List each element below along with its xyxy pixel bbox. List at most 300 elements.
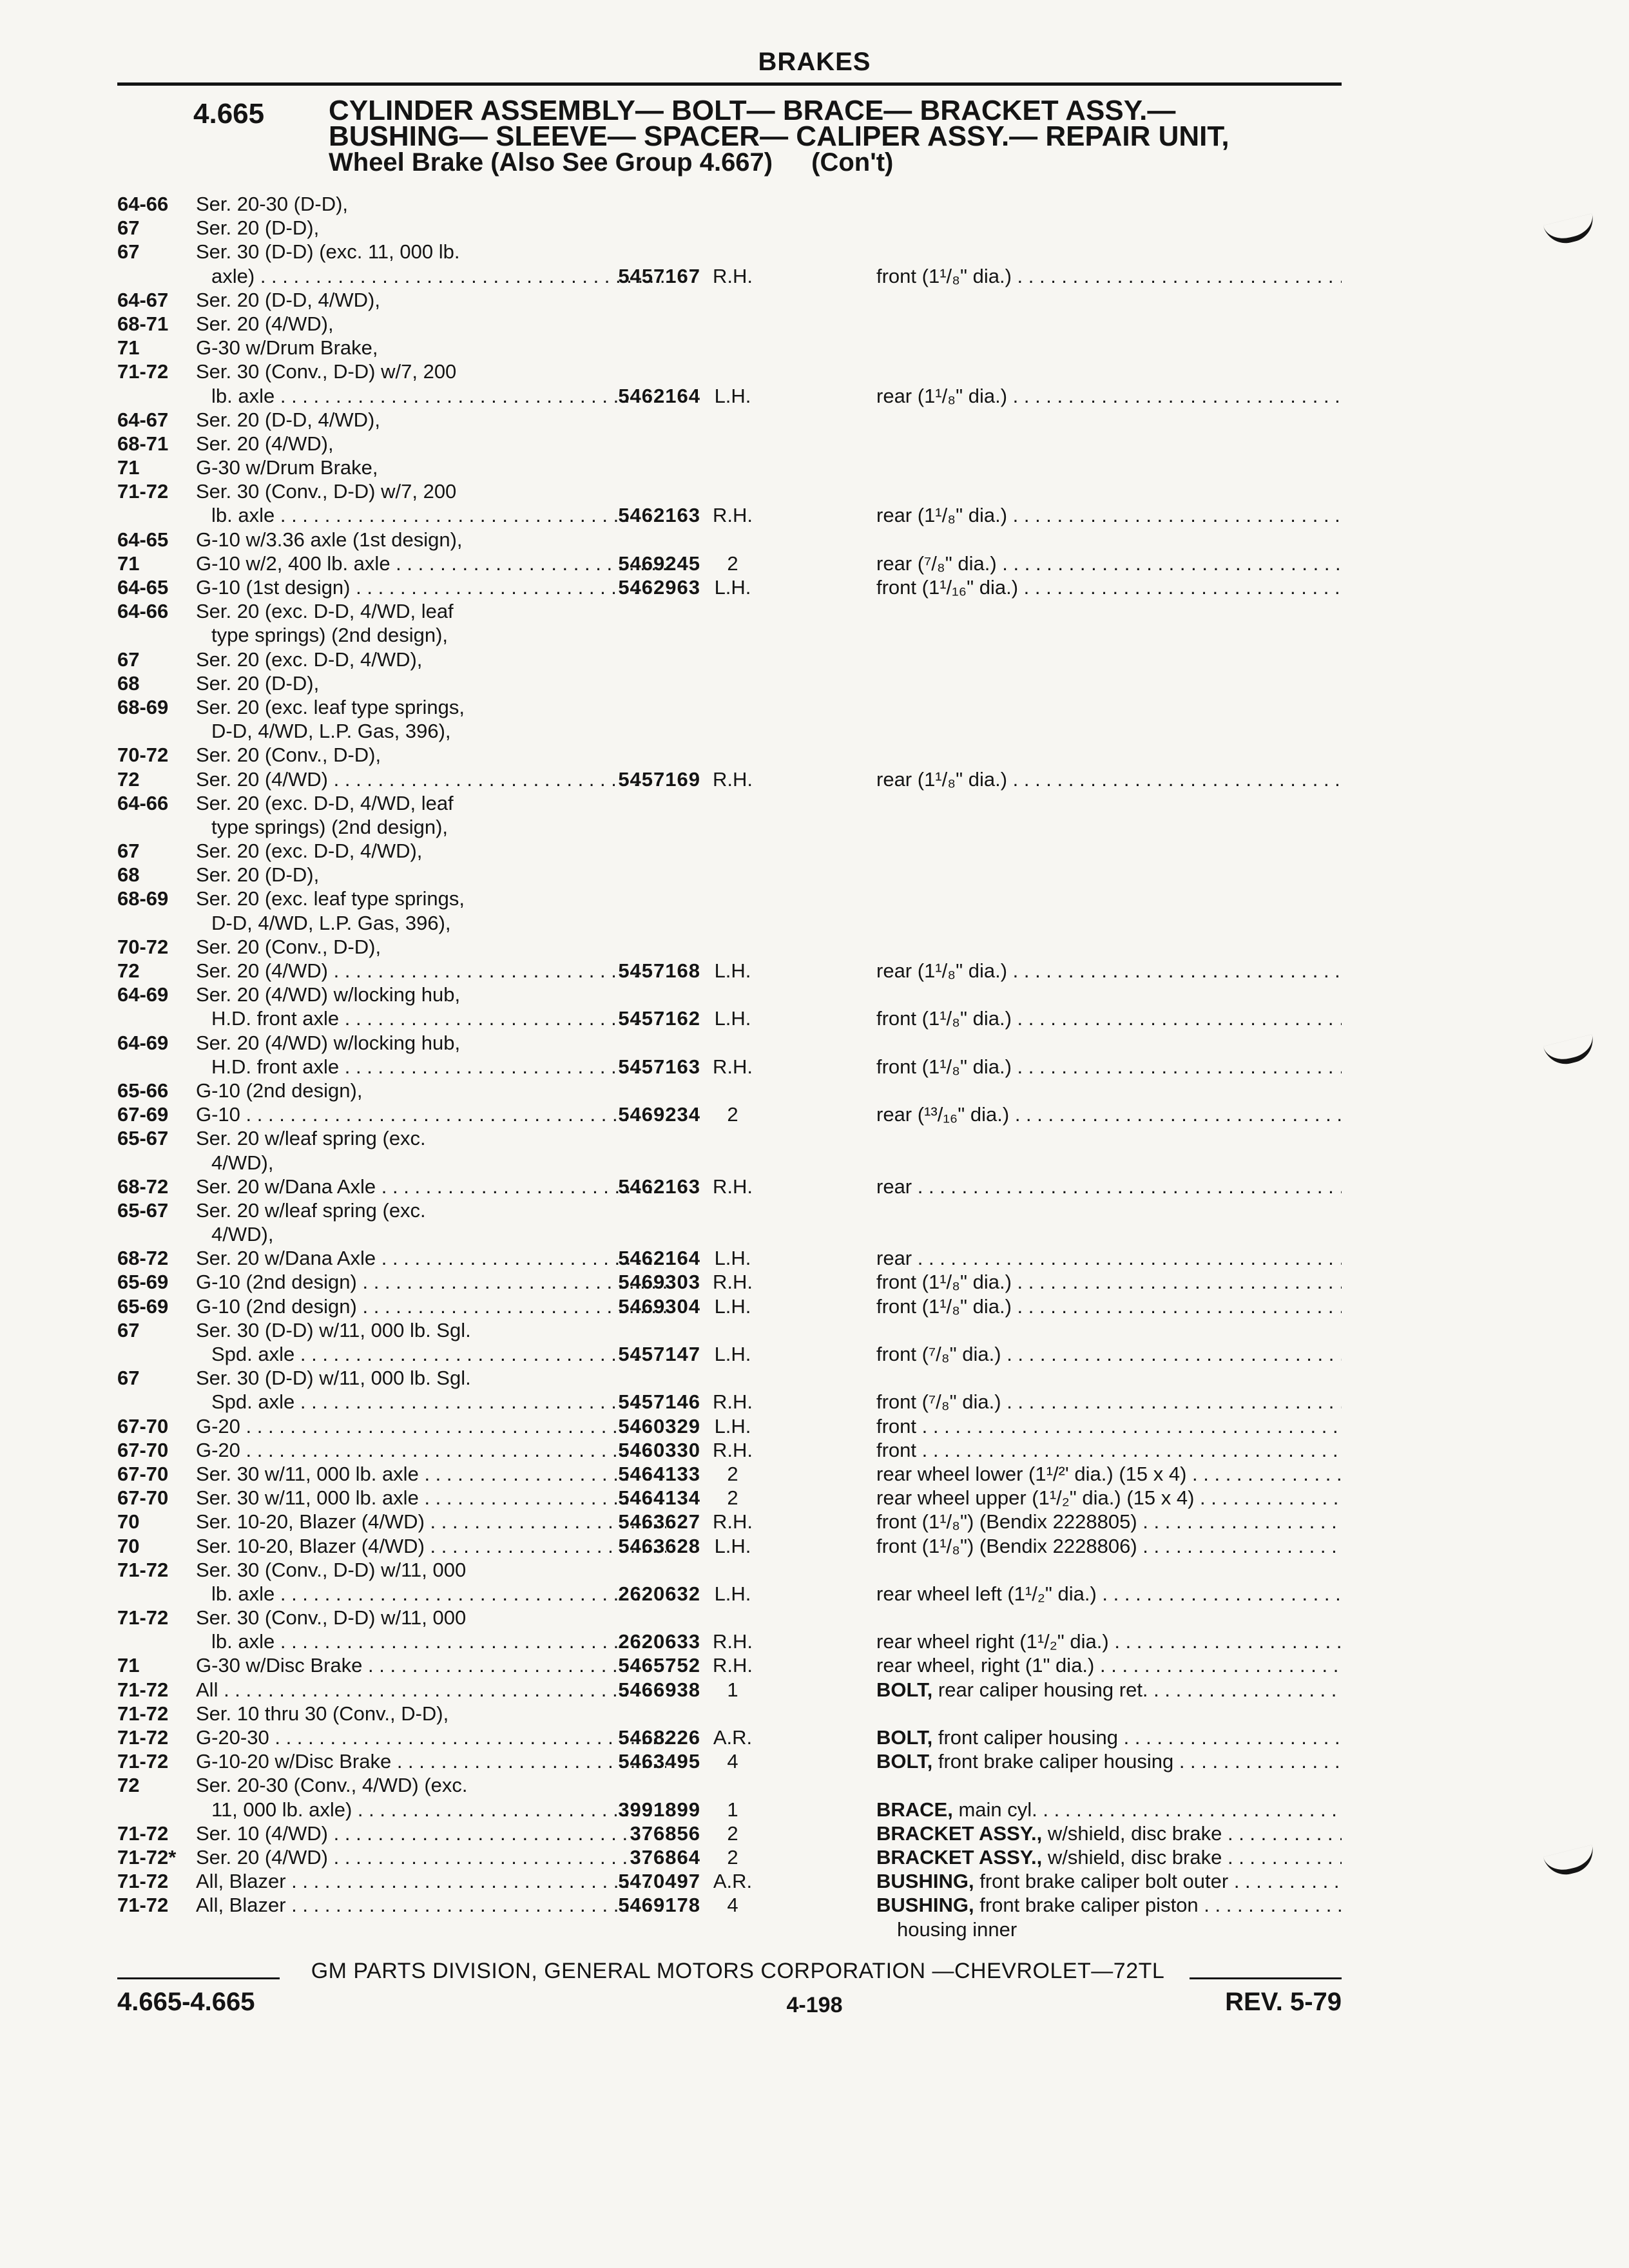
row-quantity: 4 (727, 1894, 738, 1917)
row-years: 71 (117, 456, 140, 479)
row-description-text: rear (¹³/₁₆" dia.) (876, 1103, 1010, 1126)
row-part-number: 5465752 (618, 1654, 700, 1677)
row-application: Ser. 20 (4/WD), (196, 432, 334, 455)
parts-row (117, 408, 1342, 432)
row-part-number: 5469178 (618, 1894, 700, 1917)
row-description-text: main cyl. (958, 1798, 1037, 1821)
row-years: 71-72 (117, 1750, 169, 1773)
row-quantity: R.H. (713, 1510, 753, 1533)
row-description (876, 1629, 1342, 1653)
parts-row (117, 528, 1342, 552)
parts-row (117, 983, 1342, 1006)
row-keyword: BOLT, (876, 1726, 933, 1749)
row-application: G-30 w/Drum Brake, (196, 456, 378, 479)
row-years: 71 (117, 552, 140, 575)
row-description (876, 1653, 1342, 1677)
parts-row (117, 1582, 1342, 1606)
row-keyword: BRACKET ASSY., (876, 1821, 1043, 1845)
row-years: 70 (117, 1510, 140, 1533)
row-quantity: R.H. (713, 1630, 753, 1653)
row-application: G-10-20 w/Disc Brake . . . (196, 1749, 666, 1773)
row-application: Ser. 20-30 (Conv., 4/WD) (exc. (196, 1774, 468, 1797)
parts-row (117, 623, 1342, 647)
row-keyword: BUSHING, (876, 1894, 974, 1917)
row-application: Ser. 30 (D-D) w/11, 000 lb. Sgl. (196, 1367, 471, 1390)
row-years: 67-69 (117, 1103, 169, 1126)
parts-row (117, 648, 1342, 671)
row-years: 71-72 (117, 360, 169, 383)
row-application: H.D. front axle . . . (211, 1055, 666, 1079)
row-keyword: BRACKET ASSY., (876, 1845, 1043, 1869)
row-part-number: 5470497 (618, 1870, 700, 1893)
row-description (876, 959, 1342, 983)
row-application: Ser. 20 (4/WD) w/locking hub, (196, 983, 461, 1006)
row-quantity: L.H. (714, 959, 751, 982)
row-description (876, 384, 1342, 408)
parts-row (117, 1462, 1342, 1486)
row-quantity: 4 (727, 1750, 738, 1773)
row-description (876, 1055, 1342, 1079)
parts-row (117, 240, 1342, 264)
row-description-text: front (1¹/₈" dia.) (876, 1294, 1012, 1318)
row-application: H.D. front axle . . . (211, 1006, 666, 1030)
row-years: 71-72 (117, 1606, 169, 1629)
row-application: Ser. 20 (4/WD) . . . (196, 767, 666, 791)
row-part-number: 5462164 (618, 384, 700, 407)
row-description (876, 1678, 1342, 1702)
row-description (876, 552, 1342, 575)
parts-row (117, 1438, 1342, 1462)
parts-row (117, 360, 1342, 383)
row-application: type springs) (2nd design), (211, 624, 448, 647)
parts-row (117, 1749, 1342, 1773)
row-application: Ser. 20 (D-D), (196, 671, 320, 695)
row-application: Ser. 10 thru 30 (Conv., D-D), (196, 1702, 449, 1725)
footer-publisher: GM PARTS DIVISION, GENERAL MOTORS CORPORATION —CHEVROLET—72TL (311, 1959, 1165, 1983)
row-years: 67-70 (117, 1414, 169, 1437)
row-description-text: rear (⁷/₈" dia.) (876, 552, 997, 575)
parts-row (117, 1917, 1342, 1941)
parts-row (117, 479, 1342, 503)
row-years: 68-72 (117, 1247, 169, 1270)
row-application: Ser. 20 (exc. leaf type springs, (196, 887, 465, 910)
row-application: G-20 . . . (196, 1414, 666, 1438)
row-description-text: housing inner (897, 1917, 1017, 1941)
row-part-number: 5469245 (618, 552, 700, 575)
row-part-number: 5457169 (618, 767, 700, 791)
parts-row (117, 1869, 1342, 1893)
row-years: 72 (117, 767, 140, 791)
row-quantity: L.H. (714, 1414, 751, 1437)
row-quantity: R.H. (713, 504, 753, 527)
row-description (897, 1917, 1342, 1941)
parts-row (117, 1031, 1342, 1055)
row-application: Ser. 20 (D-D), (196, 216, 320, 240)
row-years: 67 (117, 216, 140, 240)
parts-row (117, 911, 1342, 935)
row-description (876, 1845, 1342, 1869)
parts-row (117, 1270, 1342, 1294)
row-quantity: 2 (727, 1845, 738, 1869)
row-application: Ser. 20 (exc. D-D, 4/WD, leaf (196, 600, 454, 623)
row-keyword: BUSHING, (876, 1870, 974, 1893)
row-application: G-10 w/2, 400 lb. axle . . . (196, 552, 666, 575)
parts-row (117, 264, 1342, 288)
row-years: 68 (117, 671, 140, 695)
row-quantity: 2 (727, 1821, 738, 1845)
section-number: 4.665 (193, 98, 265, 130)
row-description (876, 1893, 1342, 1917)
parts-row (117, 288, 1342, 312)
row-application: Ser. 30 w/11, 000 lb. axle . . . (196, 1486, 666, 1510)
row-quantity: L.H. (714, 1294, 751, 1318)
row-description (876, 1749, 1342, 1773)
row-application: Ser. 20 (4/WD), (196, 312, 334, 335)
row-application: lb. axle . . . (211, 503, 666, 527)
row-years: 70-72 (117, 744, 169, 767)
row-part-number: 5464134 (618, 1486, 700, 1510)
row-application: Ser. 20 (exc. D-D, 4/WD), (196, 840, 423, 863)
row-part-number: 5462163 (618, 1175, 700, 1198)
row-part-number: 376856 (630, 1821, 700, 1845)
parts-row (117, 1294, 1342, 1318)
row-description (876, 1102, 1342, 1126)
parts-row (117, 1773, 1342, 1797)
row-application: axle) . . . (211, 264, 666, 288)
row-description (876, 1414, 1342, 1438)
row-application: Ser. 20 (exc. D-D, 4/WD, leaf (196, 791, 454, 814)
row-years: 71-72 (117, 1702, 169, 1725)
row-years: 68-72 (117, 1175, 169, 1198)
parts-row (117, 1629, 1342, 1653)
row-application: Ser. 20 w/leaf spring (exc. (196, 1127, 426, 1150)
row-quantity: 2 (727, 1103, 738, 1126)
row-description (876, 1270, 1342, 1294)
row-years: 64-69 (117, 983, 169, 1006)
row-application: Ser. 20 (4/WD) w/locking hub, (196, 1031, 461, 1054)
parts-row (117, 1486, 1342, 1510)
parts-row (117, 1151, 1342, 1175)
row-years: 67 (117, 648, 140, 671)
parts-row (117, 815, 1342, 839)
row-quantity: L.H. (714, 1247, 751, 1270)
row-application: Ser. 10-20, Blazer (4/WD) . . . (196, 1534, 666, 1558)
row-description-text: rear (1¹/₈" dia.) (876, 767, 1008, 791)
row-years: 71-72 (117, 1870, 169, 1893)
page-header-title: BRAKES (758, 48, 871, 76)
parts-row (117, 1534, 1342, 1558)
row-application: G-20 . . . (196, 1438, 666, 1462)
row-years: 68-71 (117, 432, 169, 455)
row-application: Ser. 20 (4/WD) . . . (196, 959, 666, 983)
row-part-number: 5469303 (618, 1271, 700, 1294)
row-description (876, 575, 1342, 599)
row-years: 72 (117, 959, 140, 982)
parts-row (117, 1079, 1342, 1102)
row-description (876, 1798, 1342, 1821)
row-part-number: 5457162 (618, 1007, 700, 1030)
row-description (876, 1342, 1342, 1366)
row-description-text: rear (1¹/₈" dia.) (876, 384, 1008, 407)
section-title-line (329, 149, 1334, 175)
binder-tab-mark (1543, 213, 1597, 248)
row-quantity: L.H. (714, 1343, 751, 1365)
row-application: All, Blazer . . . (196, 1869, 666, 1893)
row-application: Ser. 10 (4/WD) . . . (196, 1821, 666, 1845)
row-years: 65-67 (117, 1127, 169, 1150)
row-description (876, 1534, 1342, 1558)
row-years: 71-72 (117, 1678, 169, 1701)
row-application: G-10 w/3.36 axle (1st design), (196, 528, 463, 551)
row-application: Ser. 20 (Conv., D-D), (196, 744, 381, 767)
row-description-text: rear (876, 1175, 912, 1198)
parts-row (117, 1102, 1342, 1126)
row-part-number: 5463495 (618, 1750, 700, 1773)
row-application: G-10 (1st design) . . . (196, 575, 666, 599)
row-application: 11, 000 lb. axle) . . . (211, 1798, 666, 1821)
row-quantity: R.H. (713, 264, 753, 287)
parts-row (117, 935, 1342, 959)
row-part-number: 5460330 (618, 1438, 700, 1461)
header-rule (117, 82, 1342, 86)
row-part-number: 2620632 (618, 1582, 700, 1605)
row-years: 67-70 (117, 1438, 169, 1461)
row-years: 70-72 (117, 935, 169, 958)
row-years: 64-69 (117, 1031, 169, 1054)
row-years: 67 (117, 1367, 140, 1390)
parts-row (117, 1845, 1342, 1869)
row-description-text: front (1¹/₈") (Bendix 2228805) (876, 1510, 1137, 1533)
row-years: 71-72 (117, 1726, 169, 1749)
parts-row (117, 384, 1342, 408)
parts-row (117, 1366, 1342, 1390)
row-part-number: 3991899 (618, 1798, 700, 1821)
row-application: All . . . (196, 1678, 666, 1702)
row-application: lb. axle . . . (211, 1582, 666, 1606)
row-application: G-30 w/Drum Brake, (196, 336, 378, 360)
row-description (876, 1869, 1342, 1893)
row-years: 64-66 (117, 193, 169, 215)
row-description (876, 1175, 1342, 1198)
row-description-text: front (1¹/₁₆" dia.) (876, 576, 1019, 599)
row-description-text: rear wheel left (1¹/₂" dia.) (876, 1582, 1097, 1605)
row-application: G-20-30 . . . (196, 1725, 666, 1749)
parts-row (117, 1198, 1342, 1222)
parts-row (117, 1702, 1342, 1725)
footer-section-range: 4.665-4.665 (117, 1988, 255, 2016)
row-description-text: front (1¹/₈" dia.) (876, 1055, 1012, 1078)
row-part-number: 5462163 (618, 504, 700, 527)
parts-row (117, 1821, 1342, 1845)
row-years: 71 (117, 336, 140, 360)
row-application: Ser. 20 (Conv., D-D), (196, 935, 381, 958)
row-application: D-D, 4/WD, L.P. Gas, 396), (211, 720, 451, 743)
row-description-text: front brake caliper housing (938, 1750, 1174, 1773)
row-application: G-10 . . . (196, 1102, 666, 1126)
row-application: Ser. 20 (4/WD) . . . (196, 1845, 666, 1869)
row-application: Ser. 20 (D-D, 4/WD), (196, 288, 380, 311)
parts-row (117, 695, 1342, 719)
row-description-text: front (1¹/₈") (Bendix 2228806) (876, 1534, 1137, 1557)
row-years: 70 (117, 1534, 140, 1557)
row-years: 64-65 (117, 528, 169, 551)
row-description-text: rear caliper housing ret. (938, 1678, 1148, 1701)
row-part-number: 5457163 (618, 1055, 700, 1078)
parts-row (117, 1342, 1342, 1366)
row-years: 64-66 (117, 600, 169, 623)
row-application: Ser. 20-30 (D-D), (196, 193, 349, 215)
row-application: G-10 (2nd design) . . . (196, 1270, 666, 1294)
row-years: 71-72 (117, 1558, 169, 1581)
parts-row (117, 839, 1342, 863)
parts-row (117, 743, 1342, 767)
row-description-text: front (⁷/₈" dia.) (876, 1343, 1001, 1365)
parts-row (117, 719, 1342, 743)
row-application: Ser. 20 w/Dana Axle . . . (196, 1246, 666, 1270)
section-title-line: BUSHING— SLEEVE— SPACER— CALIPER ASSY.— REPAIR UNIT, (329, 120, 1229, 152)
row-application: 4/WD), (211, 1151, 274, 1174)
parts-row (117, 887, 1342, 910)
section-title-line: CYLINDER ASSEMBLY— BOLT— BRACE— BRACKET ASSY.— (329, 95, 1176, 126)
row-application: Ser. 30 (Conv., D-D) w/7, 200 (196, 480, 457, 503)
row-years: 72 (117, 1774, 140, 1797)
row-application: Ser. 30 w/11, 000 lb. axle . . . (196, 1462, 666, 1486)
row-application: Ser. 30 (Conv., D-D) w/11, 000 (196, 1606, 467, 1629)
row-description-text: front caliper housing (938, 1726, 1119, 1749)
row-application: Spd. axle . . . (211, 1390, 666, 1414)
row-keyword: BRACE, (876, 1798, 953, 1821)
parts-row (117, 791, 1342, 815)
row-description-text: front brake caliper bolt outer (979, 1870, 1229, 1893)
row-quantity: L.H. (714, 1534, 751, 1557)
row-years: 64-67 (117, 408, 169, 431)
row-quantity: 1 (727, 1678, 738, 1701)
footer-rule (117, 1977, 280, 1979)
row-application: type springs) (2nd design), (211, 815, 448, 838)
row-years: 68-69 (117, 887, 169, 910)
row-years: 71-72 (117, 480, 169, 503)
row-part-number: 5464133 (618, 1462, 700, 1485)
row-description (876, 1006, 1342, 1030)
row-years: 64-67 (117, 288, 169, 311)
section-heading (329, 95, 1334, 177)
row-years: 67 (117, 240, 140, 264)
row-part-number: 5463628 (618, 1534, 700, 1557)
row-years: 71-72 (117, 1821, 169, 1845)
parts-row (117, 575, 1342, 599)
row-application: Ser. 30 (D-D) (exc. 11, 000 lb. (196, 240, 460, 264)
binder-tab-mark (1543, 1845, 1597, 1879)
row-application: Ser. 20 (exc. leaf type springs, (196, 695, 465, 718)
row-application: lb. axle . . . (211, 1629, 666, 1653)
row-description-text: front (1¹/₈" dia.) (876, 264, 1012, 287)
continued-label: (Con't) (811, 148, 894, 177)
row-years: 65-69 (117, 1271, 169, 1294)
row-part-number: 2620633 (618, 1630, 700, 1653)
parts-row (117, 1126, 1342, 1150)
row-years: 71 (117, 1654, 140, 1677)
row-part-number: 5457168 (618, 959, 700, 982)
row-years: 65-66 (117, 1079, 169, 1102)
row-years: 71-72 (117, 1894, 169, 1917)
row-description-text: front (1¹/₈" dia.) (876, 1271, 1012, 1294)
row-part-number: 5462164 (618, 1247, 700, 1270)
row-application: G-10 (2nd design) . . . (196, 1294, 666, 1318)
parts-row (117, 1725, 1342, 1749)
row-part-number: 5460329 (618, 1414, 700, 1437)
row-description-text: front brake caliper piston (979, 1894, 1199, 1917)
row-years: 71-72* (117, 1845, 177, 1869)
row-application: Ser. 20 w/leaf spring (exc. (196, 1198, 426, 1222)
footer-page-number: 4-198 (786, 1993, 843, 2017)
row-application: Spd. axle . . . (211, 1342, 666, 1366)
row-quantity: L.H. (714, 576, 751, 599)
row-description (876, 503, 1342, 527)
row-years: 68-69 (117, 695, 169, 718)
row-description (876, 1246, 1342, 1270)
parts-list (117, 192, 1342, 1941)
parts-row (117, 432, 1342, 456)
parts-row (117, 1222, 1342, 1246)
row-application: All, Blazer . . . (196, 1893, 666, 1917)
row-quantity: 2 (727, 552, 738, 575)
parts-row (117, 863, 1342, 887)
parts-row (117, 1678, 1342, 1702)
footer-rule (1190, 1977, 1342, 1979)
row-description-text: w/shield, disc brake (1047, 1845, 1222, 1869)
row-application: Ser. 30 (D-D) w/11, 000 lb. Sgl. (196, 1318, 471, 1341)
row-years: 67-70 (117, 1486, 169, 1510)
row-keyword: BOLT, (876, 1678, 933, 1701)
parts-row (117, 959, 1342, 983)
row-application: Ser. 20 (D-D), (196, 863, 320, 887)
row-part-number: 5457167 (618, 264, 700, 287)
parts-row (117, 1798, 1342, 1821)
row-part-number: 5462963 (618, 576, 700, 599)
row-description-text: w/shield, disc brake (1047, 1821, 1222, 1845)
parts-row (117, 456, 1342, 479)
row-description (876, 1390, 1342, 1414)
parts-row (117, 1414, 1342, 1438)
row-application: G-10 (2nd design), (196, 1079, 363, 1102)
row-years: 65-67 (117, 1198, 169, 1222)
row-quantity: R.H. (713, 767, 753, 791)
row-description (876, 1582, 1342, 1606)
row-part-number: 5468226 (618, 1726, 700, 1749)
parts-row (117, 216, 1342, 240)
row-description-text: rear wheel, right (1" dia.) (876, 1654, 1095, 1677)
row-description-text: front (⁷/₈" dia.) (876, 1390, 1001, 1414)
parts-row (117, 1653, 1342, 1677)
row-application: lb. axle . . . (211, 384, 666, 408)
row-description (876, 1725, 1342, 1749)
row-years: 67-70 (117, 1462, 169, 1485)
row-application: Ser. 30 (Conv., D-D) w/7, 200 (196, 360, 457, 383)
row-description (876, 767, 1342, 791)
row-quantity: 2 (727, 1486, 738, 1510)
footer-revision: REV. 5-79 (1225, 1988, 1342, 2016)
parts-row (117, 1390, 1342, 1414)
row-description (876, 1821, 1342, 1845)
row-description (876, 1438, 1342, 1462)
parts-row (117, 1006, 1342, 1030)
parts-row (117, 1606, 1342, 1629)
row-quantity: R.H. (713, 1271, 753, 1294)
row-description-text: rear (876, 1247, 912, 1270)
row-part-number: 5457147 (618, 1343, 700, 1365)
row-description-text: rear (1¹/₈" dia.) (876, 959, 1008, 982)
section-title-line-text: Wheel Brake (Also See Group 4.667) (329, 148, 773, 177)
